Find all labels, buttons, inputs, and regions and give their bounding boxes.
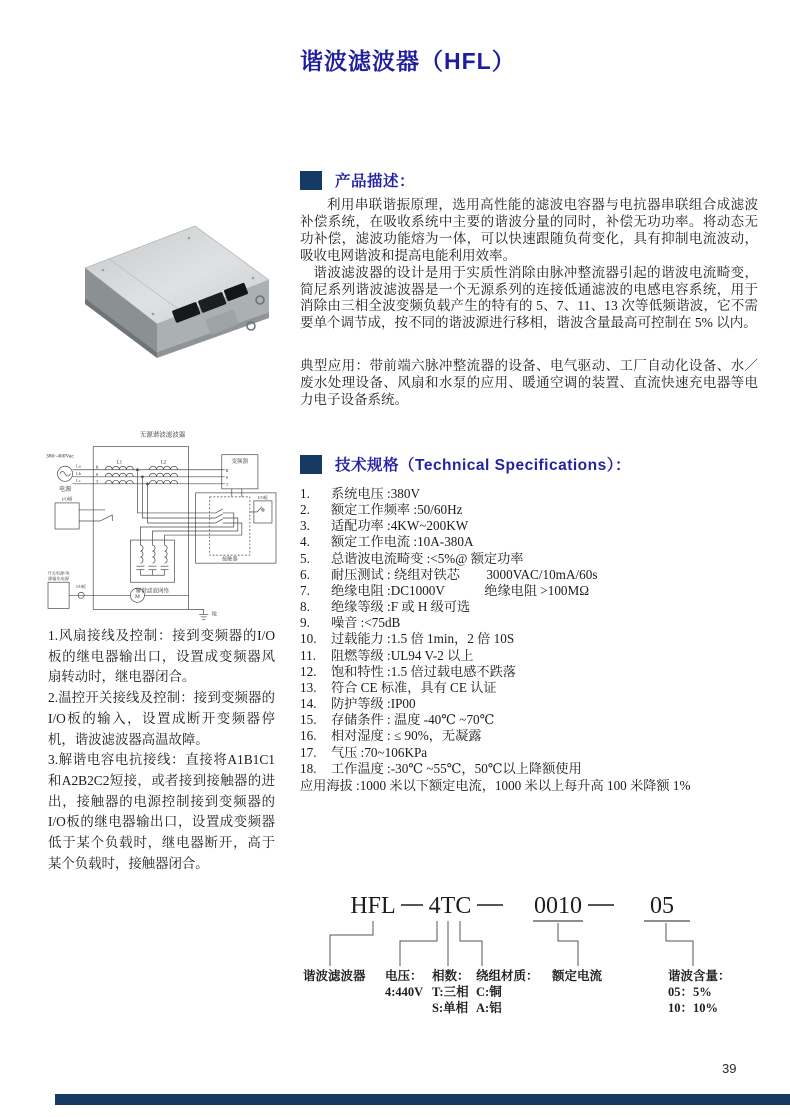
inductor-label: L2	[160, 460, 167, 466]
product-description-heading	[300, 169, 415, 191]
product-photo	[57, 210, 277, 358]
model-label: 电压：	[385, 969, 423, 983]
model-label: A:铝	[476, 1001, 502, 1015]
model-label: 谐波滤波器	[303, 969, 366, 983]
model-label: T:三相	[432, 985, 469, 999]
capacitor-branches	[136, 540, 168, 575]
source-label: 电源	[59, 486, 72, 493]
terminal-label: T	[95, 478, 99, 484]
psu-label: 源输出电源	[48, 576, 70, 582]
spec-item-number: 10.	[300, 631, 317, 647]
typical-applications: 典型应用：带前端六脉冲整流器的设备、电气驱动、工厂自动化设备、水／废水处理设备、风扇和水泵的应用、暖通空调的装置、直流快速充电器等电力电子设备系统。	[300, 358, 758, 408]
inductor-l2-icon	[149, 466, 177, 484]
inductor-l1-icon	[105, 466, 133, 484]
spec-item-text: 耐压测试 : 绕组对铁芯 3000VAC/10mA/60s	[331, 566, 598, 582]
spec-item-number: 17.	[300, 744, 317, 760]
spec-item-number: 6.	[300, 566, 310, 582]
diagram-title: 无源谐波滤波器	[139, 431, 186, 439]
section-square-icon	[300, 455, 322, 474]
spec-list	[300, 486, 780, 777]
spec-item-text: 存储条件 : 温度 -40℃ ~70℃	[331, 712, 495, 728]
inductor-label: L1	[116, 460, 123, 466]
model-label: 05：5%	[668, 985, 712, 999]
spec-item-text: 噪音 :<75dB	[331, 615, 401, 631]
spec-item-text: 相对湿度 : ≤ 90%，无凝露	[331, 728, 482, 744]
filter-box	[93, 447, 188, 610]
model-label: S:单相	[432, 1001, 469, 1015]
spec-item	[300, 615, 780, 631]
wiring-note: 3.解谐电容电抗接线：直接将A1B1C1和A2B2C2短接，或者接到接触器的进出，接触器的电源控制接到变频器的I/O板的继电器输出口，设置成变频器低于某个负载时，继电器断开，高于某个负载时，接触器闭合。	[48, 752, 275, 871]
spec-item	[300, 664, 780, 680]
spec-item-text: 过载能力 :1.5 倍 1min，2 倍 10S	[331, 631, 515, 647]
section-title: 技术规格（Technical Specifications）：	[335, 457, 631, 474]
product-description	[300, 197, 758, 409]
terminal-label: S	[95, 471, 99, 477]
spec-item-number: 4.	[300, 534, 310, 550]
contactor-box	[210, 497, 250, 555]
model-code-diagram	[300, 891, 768, 1031]
spec-list-wrap	[300, 486, 780, 794]
section-square-icon	[300, 171, 322, 190]
vfd-terminal: T	[225, 481, 229, 487]
vfd-terminal: S	[225, 474, 229, 480]
spec-item-text: 绝缘电阻 :DC1000V 绝缘电阻 >100MΩ	[331, 582, 590, 598]
spec-item	[300, 502, 780, 518]
spec-item	[300, 486, 780, 502]
model-seg-series: HFL	[350, 893, 396, 919]
contactor-label: 接触器	[221, 556, 238, 563]
spec-item-number: 16.	[300, 728, 317, 744]
spec-item	[300, 761, 780, 777]
spec-item-text: 气压 :70~106KPa	[331, 744, 428, 760]
vfd-label: 变频器	[231, 459, 249, 466]
io-board-label: I/O板	[61, 496, 73, 502]
model-seg-type: 4TC	[428, 893, 472, 919]
spec-item	[300, 567, 780, 583]
psu-label: 开关电源/电	[47, 570, 70, 576]
model-label: 4:440V	[385, 985, 424, 999]
filter-network-label: 解谐滤波网络	[135, 588, 170, 595]
spec-item-number: 9.	[300, 615, 310, 631]
psu-box	[48, 582, 69, 608]
spec-item-number: 18.	[300, 760, 317, 776]
spec-item-number: 7.	[300, 582, 310, 598]
spec-item-number: 3.	[300, 518, 310, 534]
spec-item-text: 符合 CE 标准，具有 CE 认证	[331, 679, 497, 695]
spec-item	[300, 583, 780, 599]
spec-item	[300, 551, 780, 567]
spec-item-text: 防护等级 :IP00	[331, 696, 416, 712]
spec-item-text: 额定工作频率 :50/60Hz	[331, 502, 463, 518]
motor-label: M	[134, 593, 140, 600]
model-connector-lines	[330, 921, 693, 966]
wiring-notes	[48, 626, 275, 874]
spec-item-text: 适配功率 :4KW~200KW	[331, 518, 469, 534]
spec-item	[300, 648, 780, 664]
page-title: 谐波滤波器（HFL）	[300, 48, 516, 74]
wiring-note: 2.温控开关接线及控制：接到变频器的I/O板的输入，设置成断开变频器停机，谐波滤波器高温故障。	[48, 690, 275, 747]
footer-bar	[55, 1094, 790, 1105]
spec-item-number: 2.	[300, 502, 310, 518]
voltage-label: 380~400Vac	[46, 453, 74, 460]
spec-item	[300, 712, 780, 728]
phase-label: Lc	[76, 477, 81, 483]
spec-item-text: 额定工作电流 :10A-380A	[331, 534, 474, 550]
terminal-label: R	[95, 464, 99, 470]
altitude-note: 应用海拔 :1000 米以下额定电流，1000 米以上每升高 100 米降额 1%	[300, 777, 691, 793]
spec-item-number: 11.	[300, 647, 316, 663]
wiring-diagram	[45, 424, 281, 626]
description-paragraph: 谐波滤波器的设计是用于实质性消除由脉冲整流器引起的谐波电流畸变，简尼系列谐波滤波器是一个无源系列的连接低通滤波的电感电容系统，用于消除由三相全波变频负载产生的特有的 5、7、11、13 次等低频谐波，它不需要单个调节成，按不同的谐波源进行移相，谐波含量最高可控制在 5% 以内。	[300, 264, 758, 331]
spec-item	[300, 518, 780, 534]
spec-item-text: 工作温度 :-30℃ ~55℃，50℃以上降额使用	[331, 760, 582, 776]
model-label: 10：10%	[668, 1001, 719, 1015]
spec-item-text: 系统电压 :380V	[331, 486, 421, 501]
io-board-left-box	[55, 503, 79, 529]
filter-enclosure	[85, 226, 269, 358]
spec-item-text: 绝缘等级 :F 或 H 级可选	[331, 599, 471, 615]
phase-label: La	[76, 463, 81, 469]
capacitor-bank-box	[130, 540, 174, 582]
spec-item-number: 5.	[300, 550, 310, 566]
tech-spec-heading	[300, 453, 631, 475]
contactor-outer-box	[196, 493, 276, 563]
description-paragraph: 利用串联谐振原理，选用高性能的滤波电容器与电抗器串联组合成滤波补偿系统，在吸收系统中主要的谐波分量的同时，补偿无功功率。将动态无功补偿，滤波功能熔为一体，可以快速跟随负荷变化，具有抑制电流波动，吸收电网谐波和提高电能利用效率。	[300, 197, 758, 263]
spec-item-number: 13.	[300, 679, 317, 695]
wiring-note: 1.风扇接线及控制：接到变频器的I/O板的继电器输出口，设置成变频器风扇转动时，继电器闭合。	[48, 628, 275, 685]
model-label: 绕组材质：	[476, 969, 539, 983]
spec-item-number: 8.	[300, 599, 310, 615]
spec-item	[300, 631, 780, 647]
spec-item	[300, 745, 780, 761]
model-seg-current: 0010	[534, 893, 582, 919]
ground-icon	[189, 609, 209, 619]
section-title: 产品描述：	[335, 173, 416, 190]
ground-label: 地	[211, 612, 217, 618]
phase-label: Lb	[76, 470, 81, 476]
spec-item	[300, 599, 780, 615]
model-label: 相数：	[432, 969, 470, 983]
spec-item-number: 14.	[300, 696, 317, 712]
io-board-label: I/O板	[76, 583, 87, 589]
page-number: 39	[722, 1061, 737, 1076]
spec-item-text: 总谐波电流畸变 :<5%@ 额定功率	[331, 550, 524, 566]
spec-item	[300, 728, 780, 744]
model-seg-harmonic: 05	[650, 893, 674, 919]
spec-item-number: 12.	[300, 663, 317, 679]
spec-item	[300, 680, 780, 696]
model-label: 额定电流	[552, 969, 603, 983]
model-label: 谐波含量：	[668, 969, 731, 983]
io-board-label: I/O板	[258, 494, 268, 500]
spec-item-number: 15.	[300, 712, 317, 728]
spec-item-text: 饱和特性 :1.5 倍过载电感不跌落	[331, 663, 516, 679]
spec-item-text: 阻燃等级 :UL94 V-2 以上	[331, 647, 474, 663]
spec-item-number: 1.	[300, 486, 310, 501]
vfd-terminal: R	[225, 467, 229, 473]
model-label: C:铜	[476, 985, 502, 999]
spec-item	[300, 534, 780, 550]
spec-item	[300, 696, 780, 712]
